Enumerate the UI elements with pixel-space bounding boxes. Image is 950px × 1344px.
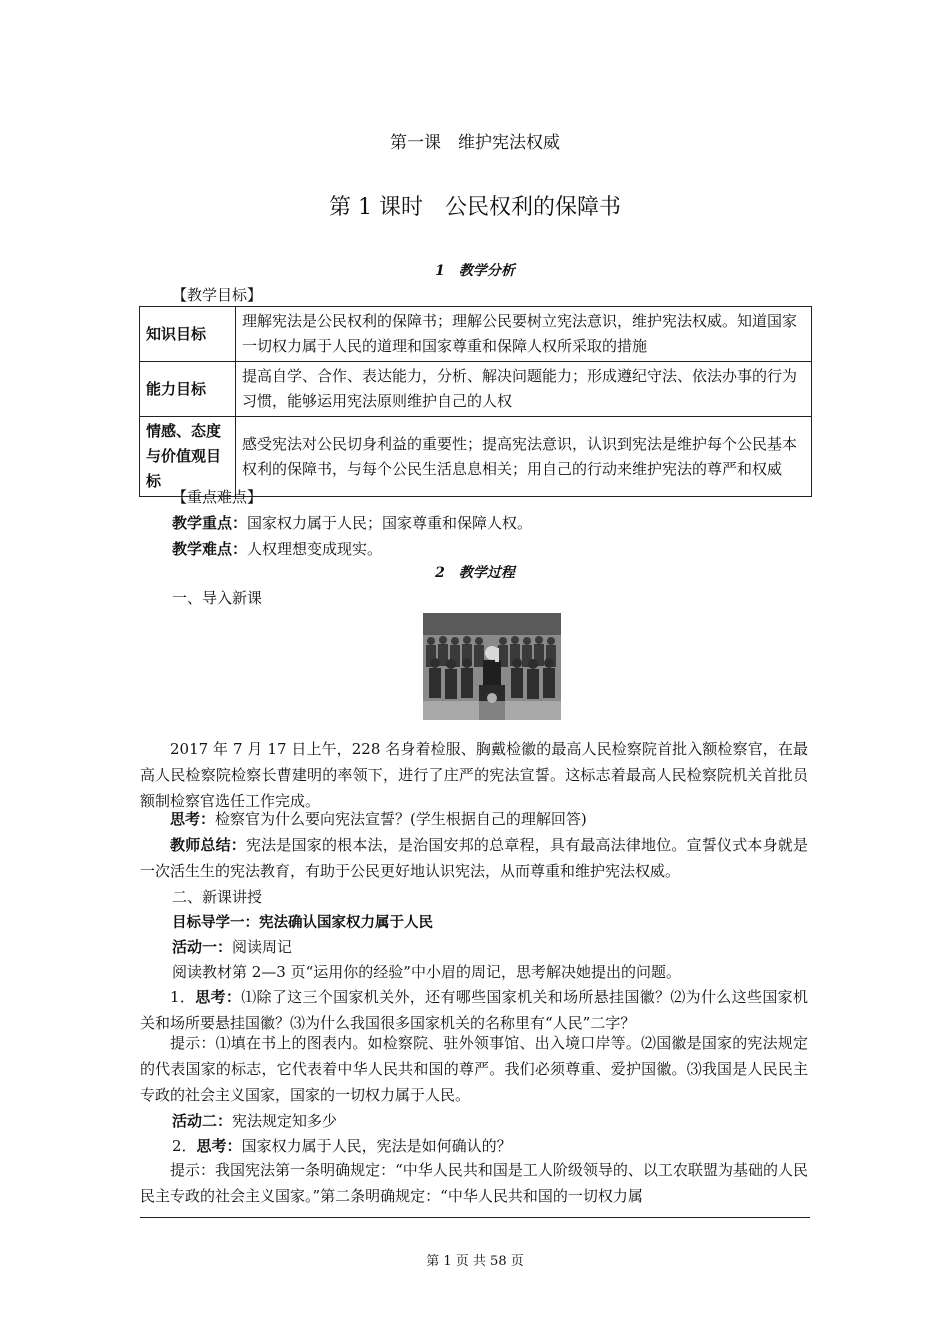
hint-1: 提示：⑴填在书上的图表内。如检察院、驻外领事馆、出入境口岸等。⑵国徽是国家的宪法规定的代表国家的标志，它代表着中华人民共和国的尊严。我们必须尊重、爱护国徽。⑶我国是人民民主专政的社会主义国家，国家的一切权力属于人民。: [140, 1034, 808, 1104]
goal-label: 知识目标: [140, 307, 236, 362]
q1-text: ⑴除了这三个国家机关外，还有哪些国家机关和场所悬挂国徽？⑵为什么这些国家机关和场所要悬挂国徽？⑶为什么我国很多国家机关的名称里有“人民”二字？: [140, 988, 808, 1032]
question-1: [140, 984, 808, 1036]
goal1-heading: 目标导学一：宪法确认国家权力属于人民: [172, 915, 433, 931]
difficulty-text: 人权理想变成现实。: [247, 540, 383, 558]
new-lesson-heading: 二、新课讲授: [172, 888, 263, 906]
activity1-line: [172, 936, 842, 957]
table-row: [140, 417, 812, 497]
difficulty-line: [172, 538, 842, 559]
period-title: 第 1 课时 公民权利的保障书: [329, 195, 621, 220]
page-number: 第 1 页 共 58 页: [426, 1254, 524, 1269]
news-paragraph: 2017 年 7 月 17 日上午，228 名身着检服、胸戴检徽的最高人民检察院首批入额检察官，在最高人民检察院检察长曹建明的率领下，进行了庄严的宪法宣誓。这标志着最高人民检察院机关首批员额制检察官选任工作完成。: [140, 740, 808, 810]
goal-text: 提高自学、合作、表达能力，分析、解决问题能力；形成遵纪守法、依法办事的行为习惯，能够运用宪法原则维护自己的人权: [236, 362, 812, 417]
intro-heading: 一、导入新课: [172, 589, 263, 607]
q1-number: 1．: [170, 988, 196, 1006]
difficulty-label: 教学难点：: [172, 540, 248, 558]
footer-divider: [140, 1217, 810, 1218]
oath-ceremony-photo: [423, 613, 561, 720]
hint-2: 提示：我国宪法第一条明确规定：“中华人民共和国是工人阶级领导的、以工农联盟为基础的人民民主专政的社会主义国家。”第二条明确规定：“中华人民共和国的一切权力属: [140, 1161, 808, 1205]
activity1-text: 阅读周记: [232, 938, 293, 956]
summary-label: 教师总结：: [170, 836, 246, 854]
oath-ceremony-illustration: [423, 613, 561, 720]
goal-label: 情感、态度与价值观目标: [140, 417, 236, 497]
activity2-label: 活动二：: [172, 1112, 233, 1130]
table-row: [140, 362, 812, 417]
q2-label: 思考：: [196, 1137, 242, 1155]
goal-label: 能力目标: [140, 362, 236, 417]
think-label: 思考：: [170, 810, 216, 828]
key-point-label: 教学重点：: [172, 514, 248, 532]
activity2-text: 宪法规定知多少: [232, 1112, 338, 1130]
activity2-line: [172, 1110, 842, 1131]
summary-text: 宪法是国家的根本法，是治国安邦的总章程，具有最高法律地位。宣誓仪式本身就是一次活生生的宪法教育，有助于公民更好地认识宪法，从而尊重和维护宪法权威。: [140, 836, 808, 880]
question-2: [172, 1135, 842, 1156]
activity1-label: 活动一：: [172, 938, 233, 956]
lesson-title: 第一课 维护宪法权威: [390, 133, 560, 153]
q1-label: 思考：: [195, 988, 242, 1006]
goals-label: 【教学目标】: [172, 286, 263, 304]
key-point-text: 国家权力属于人民；国家尊重和保障人权。: [247, 514, 533, 532]
section-heading-process: 2 教学过程: [435, 565, 515, 581]
think-question-1: [140, 806, 808, 832]
q2-number: 2．: [172, 1137, 197, 1155]
key-point-line: [172, 512, 842, 533]
teacher-summary: [140, 832, 808, 884]
think-text: 检察官为什么要向宪法宣誓？(学生根据自己的理解回答): [215, 810, 587, 828]
goal-text: 理解宪法是公民权利的保障书；理解公民要树立宪法意识，维护宪法权威。知道国家一切权力属于人民的道理和国家尊重和保障人权所采取的措施: [236, 307, 812, 362]
key-points-label: 【重点难点】: [172, 488, 263, 506]
table-row: [140, 307, 812, 362]
goal-text: 感受宪法对公民切身利益的重要性；提高宪法意识，认识到宪法是维护每个公民基本权利的保障书，与每个公民生活息息相关；用自己的行动来维护宪法的尊严和权威: [236, 417, 812, 497]
section-heading-analysis: 1 教学分析: [435, 263, 515, 279]
goals-table: [139, 306, 812, 497]
activity1-instruction: 阅读教材第 2—3 页“运用你的经验”中小眉的周记，思考解决她提出的问题。: [172, 963, 681, 981]
q2-text: 国家权力属于人民，宪法是如何确认的？: [241, 1137, 512, 1155]
